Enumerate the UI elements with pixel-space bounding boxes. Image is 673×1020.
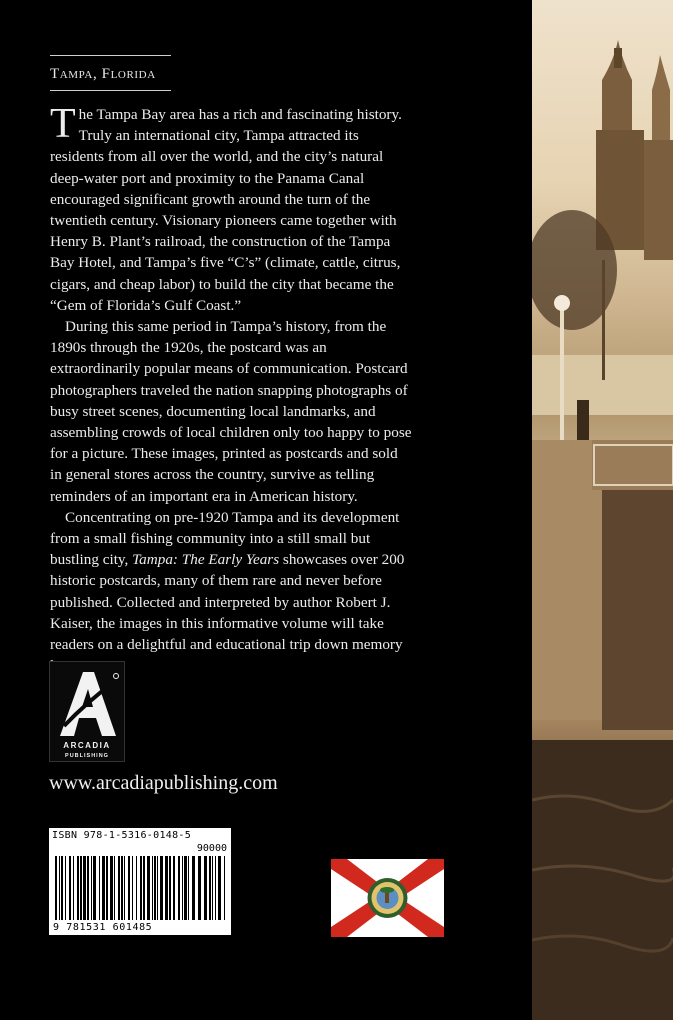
paragraph-1 — [50, 101, 412, 316]
description-text — [50, 101, 412, 676]
florida-flag-icon — [331, 859, 444, 937]
barcode-digits: 9 781531 601485 — [53, 922, 153, 933]
isbn-text: ISBN 978-1-5316-0148-5 — [52, 830, 192, 841]
arcadia-a-icon — [50, 662, 124, 761]
publisher-url[interactable]: www.arcadiapublishing.com — [49, 772, 278, 794]
tampa-bay-hotel-photo — [532, 0, 673, 1020]
paragraph-3-lead: Concentrating on pre-1920 Tampa and its development from a small fishing community into a still small but bustling city, — [50, 508, 400, 569]
arcadia-logo — [49, 661, 125, 762]
isbn-barcode — [49, 828, 231, 935]
drop-cap: T — [50, 101, 76, 147]
location-label — [50, 66, 156, 83]
price-code: 90000 — [196, 843, 227, 854]
paragraph-1-text: he Tampa Bay area has a rich and fascinating history. Truly an international city, Tampa attracted its residents from all over the world, and the city’s natural deep-water port and proximity to the Panama Canal encouraged significant growth around the turn of the twentieth century. Visionary pioneers came together with Henry B. Plant’s railroad, the construction of the Tampa Bay Hotel, and Tampa’s five “C’s” (climate, cattle, citrus, cigars, and cheap labor) to build the city that became the “Gem of Florida’s Gulf Coast.” — [50, 106, 402, 314]
paragraph-2: During this same period in Tampa’s history, from the 1890s through the 1920s, the postcard was an extraordinarily popular means of communication. Postcard photographers traveled the nation snapping photographs of busy street scenes, documenting local landmarks, and assembling crowds of local children only too happy to pose for a picture. These images, printed as postcards and sold in general stores across the country, survive as telling reminders of an important era in American history. — [50, 318, 412, 505]
top-rule — [50, 55, 171, 56]
bottom-rule — [50, 90, 171, 91]
publisher-name-line1: ARCADIA — [63, 741, 111, 750]
location-text: Tampa, Florida — [50, 66, 156, 82]
cover-photo — [532, 0, 673, 1020]
book-title: Tampa: The Early Years — [132, 551, 280, 569]
paragraph-3 — [50, 507, 412, 677]
publisher-name-line2: PUBLISHING — [65, 753, 109, 759]
paragraph-3-tail: showcases over 200 historic postcards, many of them rare and never before published. Collected and interpreted by author Robert J. Kaiser, the images in this informative volume will take readers on a delightful and educational trip down memory — [50, 551, 405, 654]
barcode-bars — [49, 828, 231, 935]
